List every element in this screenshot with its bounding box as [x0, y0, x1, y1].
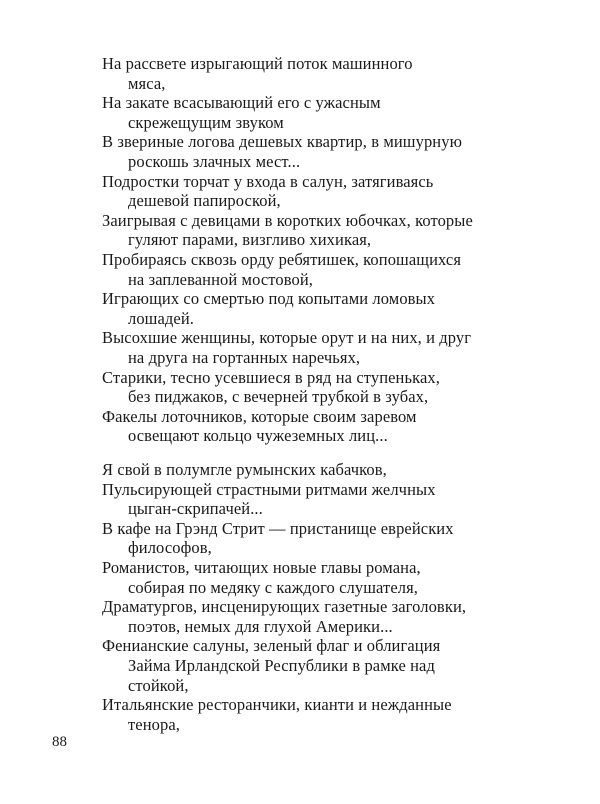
- poem-line-continuation: гуляют парами, визгливо хихикая,: [128, 230, 372, 250]
- poem-line: Драматургов, инсценирующих газетные заголовки,: [102, 597, 467, 617]
- poem-line-continuation: лошадей.: [128, 308, 194, 328]
- poem-line-continuation: цыган-скрипачей...: [128, 499, 263, 519]
- poem-line: Высохшие женщины, которые орут и на них, и друг: [102, 328, 472, 348]
- poem-line: Подростки торчат у входа в салун, затягиваясь: [102, 171, 434, 191]
- poem-line-continuation: мяса,: [128, 73, 166, 93]
- poem-line-continuation: тенора,: [128, 714, 181, 734]
- poem-line-continuation: поэтов, немых для глухой Америки...: [128, 616, 393, 636]
- poem-line: На рассвете изрыгающий поток машинного: [102, 54, 413, 73]
- poem-line-continuation: без пиджаков, с вечерней трубкой в зубах,: [128, 387, 429, 407]
- poem-line: В кафе на Грэнд Стрит — пристанище еврейских: [102, 518, 454, 538]
- poem-line: Я свой в полумгле румынских кабачков,: [102, 460, 387, 479]
- poem-line: Пробираясь сквозь орду ребятишек, копошащихся: [102, 249, 462, 269]
- page-number: 88: [52, 734, 67, 750]
- poem-line-continuation: на друга на гортанных наречьях,: [128, 347, 361, 367]
- poem-line: Романистов, читающих новые главы романа,: [102, 557, 421, 577]
- poem-line: Пульсирующей страстными ритмами желчных: [102, 479, 436, 499]
- poem-line: На закате всасывающий его с ужасным: [102, 93, 381, 113]
- poem-line-continuation: освещают кольцо чужеземных лиц...: [128, 426, 388, 446]
- poem-line: В звериные логова дешевых квартир, в мишурную: [102, 132, 463, 152]
- poem-line: Заигрывая с девицами в коротких юбочках, которые: [102, 210, 473, 230]
- poem-line: Фенианские салуны, зеленый флаг и облигация: [102, 636, 441, 656]
- poem-line-continuation: стойкой,: [128, 675, 189, 695]
- poem-line-continuation: дешевой папироской,: [128, 191, 281, 211]
- poem-line: Играющих со смертью под копытами ломовых: [102, 289, 436, 309]
- poem-line: Итальянские ресторанчики, кианти и нежданные: [102, 695, 452, 715]
- stanza-2: [102, 460, 562, 734]
- poem-line-continuation: собирая по медяку с каждого слушателя,: [128, 577, 418, 597]
- poem-line-continuation: скрежещущим звуком: [128, 112, 284, 132]
- poem-line-continuation: Займа Ирландской Республики в рамке над: [128, 655, 435, 675]
- poem-line-continuation: роскошь злачных мест...: [128, 151, 301, 171]
- poem-line-continuation: на заплеванной мостовой,: [128, 269, 314, 289]
- poem-line: Факелы лоточников, которые своим заревом: [102, 406, 417, 426]
- poem-line: Старики, тесно усевшиеся в ряд на ступеньках,: [102, 367, 440, 387]
- poem-line-continuation: философов,: [128, 538, 212, 558]
- stanza-1: [102, 54, 562, 446]
